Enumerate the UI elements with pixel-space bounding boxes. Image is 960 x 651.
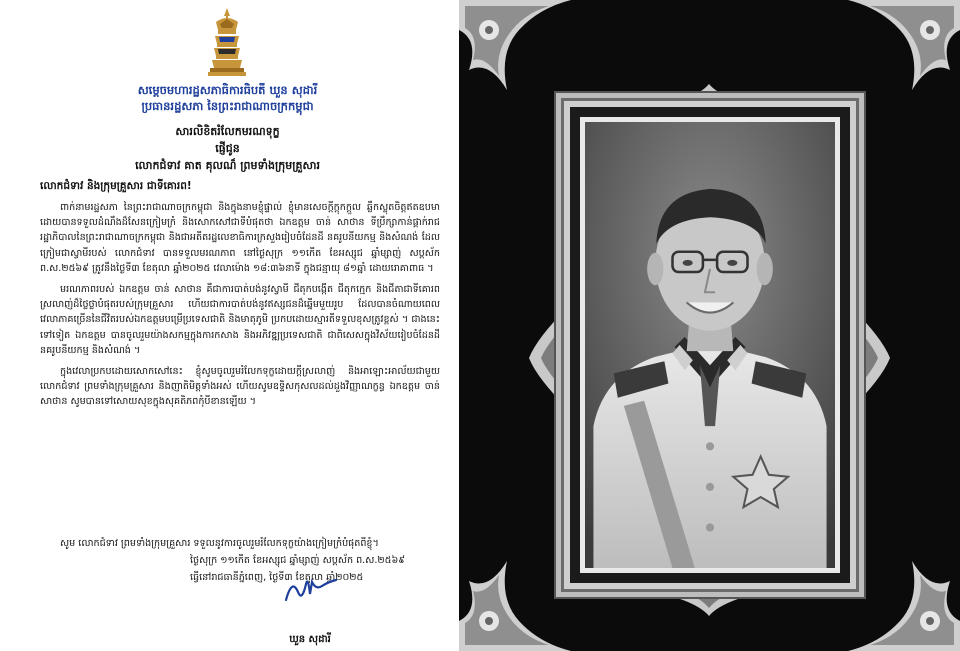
closing-remark bbox=[40, 536, 440, 551]
handwritten-signature bbox=[282, 572, 342, 608]
letter-addressed-to: ផ្ញើជូន bbox=[215, 142, 240, 155]
sender-position: ប្រធានរដ្ឋសភា នៃព្រះរាជាណាចក្រកម្ពុជា bbox=[141, 99, 314, 113]
corner-ornament-bottom-right bbox=[848, 539, 960, 651]
frame-ornament-left bbox=[527, 308, 567, 408]
memorial-portrait-panel bbox=[459, 0, 960, 651]
frame-ornament-right bbox=[852, 308, 892, 408]
portrait-frame bbox=[564, 101, 856, 589]
letter-body bbox=[40, 200, 440, 416]
portrait-mat bbox=[580, 117, 840, 573]
signatory-name: ឃួន សុដារី bbox=[289, 634, 331, 645]
body-paragraph-3: ក្នុងវេលាប្រកបដោយសោកសៅនេះ ខ្ញុំសូមចូលរួមរំលែកទុក្ខដោយក្ដីស្រលាញ់ និងអាឡោះអាល័យជាមួយ លោកជំទាវ ព្រមទាំងក្រុមគ្រួសារ និងញាតិមិត្តទាំងអស់ ហើយសូមឧទ្ទិសកុសលដល់ដួងវិញ្ញាណក្ខន្ធ ឯកឧត្តម ចាន់ សាថាន សូមបានទៅសោយសុខក្នុងសុគតិភពកុំបីខានឡើយ ។ bbox=[40, 366, 440, 408]
corner-ornament-bottom-left bbox=[459, 539, 571, 651]
corner-ornament-top-right bbox=[848, 0, 960, 112]
closing-line: សូម លោកជំទាវ ព្រមទាំងក្រុមគ្រួសារ ទទួលនូវការចូលរួមរំលែកទុក្ខយ៉ាងក្រៀមក្រំបំផុតពីខ្ញុំ។ bbox=[60, 538, 379, 549]
body-paragraph-1: ពាក់នាមរដ្ឋសភា នៃព្រះរាជាណាចក្រកម្ពុជា និងក្នុងនាមខ្ញុំផ្ទាល់ ខ្ញុំមានសេចក្តីក្តុកក្តួល ឆ្លឹកស្លុតចិត្តឥតឧបមា ដោយបានទទួលដំណឹងដ៏សែនក្រៀមក្រំ និងសោកសៅជាទីបំផុតថា ឯកឧត្តម ចាន់ សាថាន ទីប្រឹក្សាកាន់ផ្គាក់រាជរដ្ឋាភិបាលនៃព្រះរាជាណាចក្រកម្ពុជា និងជាអតីតរដ្ឋលេខាធិការក្រសួងរៀបចំដែនដី នគរូបនីយកម្ម និងសំណង់ ដែលក្រៀមជាស្វាមីរបស់ លោកជំទាវ បានទទួលមរណភាព នៅថ្ងៃសុក្រ ១១កើត ខែអស្សុជ ឆ្នាំម្សាញ់ សប្តស័ក ព.ស.២៥៦៩ ត្រូវនឹងថ្ងៃទី៣ ខែតុលា ឆ្នាំ២០២៥ វេលាម៉ោង ១៨:៣៦នាទី ក្នុងជន្មាយុ ៨១ឆ្នាំ ដោយរោគាពាធ ។ bbox=[40, 202, 440, 274]
corner-ornament-top-left bbox=[459, 0, 571, 112]
letter-recipient: លោកជំទាវ គាត គុលណ៏ ព្រមទាំងក្រុមគ្រួសារ bbox=[135, 159, 320, 172]
salutation: លោកជំទាវ និងក្រុមគ្រួសារ ជាទីគោរព! bbox=[40, 180, 192, 192]
portrait-photo bbox=[585, 122, 835, 568]
national-assembly-emblem-icon bbox=[206, 6, 248, 78]
date-solar: ធ្វើនៅរាជធានីភ្នំពេញ, ថ្ងៃទី៣ ខែតុលា ឆ្នាំ២០២៥ bbox=[190, 572, 364, 583]
sender-title: សម្ដេចមហារដ្ឋសភាធិការធិបតី ឃួន សុដារី bbox=[137, 83, 318, 97]
body-paragraph-2: មរណភាពរបស់ ឯកឧត្តម ចាន់ សាថាន គឺជាការបាត់បង់នូវស្វាមី ជីតុកបង្កើត ជីតុកក្មេក និងជីតាជាទីគោរពស្រលាញ់ដ៏ថ្លៃថ្លាបំផុតរបស់ក្រុមគ្រួសារ ហើយជាការបាត់បង់នូវឥស្សជនដ៏ឆ្នើមមួយរូប ដែលបានចំណាយពេលវេលាភាគច្រើននៃជីវិតរបស់ឯកឧត្តមបម្រើប្រទេសជាតិ និងមាតុភូមិ ប្រកបដោយស្មារតីទទួលខុសត្រូវខ្ពស់ ។ ជាងនេះទៅទៀត ឯកឧត្តម បានចូលរួមយ៉ាងសកម្មក្នុងការកសាង និងអភិវឌ្ឍប្រទេសជាតិ ជាពិសេសក្នុងវិស័យរៀបចំដែនដី នគរូបនីយកម្ម និងសំណង់ ។ bbox=[40, 284, 440, 356]
letter-title: សារលិខិតរំលែកមរណទុក្ខ bbox=[175, 125, 280, 138]
date-lunar: ថ្ងៃសុក្រ ១១កើត ខែអស្សុជ ឆ្នាំម្សាញ់ សប្តស័ក ព.ស.២៥៦៩ bbox=[190, 555, 406, 566]
condolence-letter bbox=[0, 0, 455, 651]
